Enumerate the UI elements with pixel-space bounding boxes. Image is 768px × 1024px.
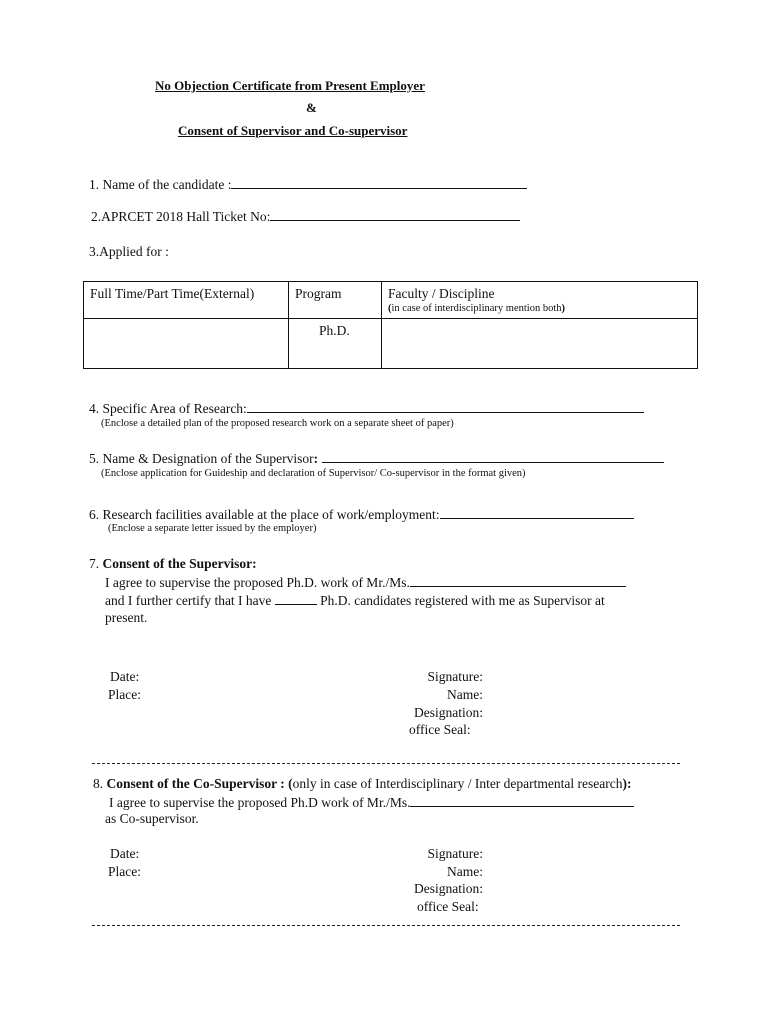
cosupervisor-consent-text1: I agree to supervise the proposed Ph.D work of Mr./Ms. [109,795,411,810]
cosupervisor-consent-heading: Consent of the Co-Supervisor : [106,776,289,791]
supervisor-note: (Enclose application for Guideship and declaration of Supervisor/ Co-supervisor in the format given) [101,468,526,479]
section7-number: 7. [89,556,103,571]
title-ampersand: & [306,100,317,115]
sign1-place-label: Place: [108,687,141,702]
supervisor-colon: : [313,451,319,466]
research-area-field[interactable] [247,400,644,413]
faculty-heading: Faculty / Discipline [388,286,495,301]
supervisor-row [89,450,664,467]
supervisor-label: 5. Name & Designation of the Supervisor [89,451,314,466]
section8-number: 8. [93,776,107,791]
candidate-name-field[interactable] [231,176,527,189]
cell-faculty-value[interactable] [382,319,698,369]
cosupervisor-consent-heading-row: 8. Consent of the Co-Supervisor : (only in case of Interdisciplinary / Inter departmental research): [93,776,632,791]
candidate-count-field[interactable] [275,592,317,605]
sign1-seal-label: office Seal: [409,722,471,737]
research-area-label: 4. Specific Area of Research: [89,401,247,416]
supervisor-field[interactable] [322,450,664,463]
sign1-signature-label: Signature: [427,669,483,684]
applied-for-label: 3.Applied for : [89,244,169,259]
cosupervisor-consent-line1 [109,794,634,811]
research-area-note: (Enclose a detailed plan of the proposed research work on a separate sheet of paper) [101,418,454,429]
supervisor-consent-text2b: Ph.D. candidates registered with me as Supervisor at [320,593,605,608]
supervisor-consent-line2 [105,592,605,609]
cosupervisor-candidate-field[interactable] [410,794,634,807]
hall-ticket-row [91,208,520,225]
sign2-designation-label: Designation: [414,881,483,896]
separator-dashed-2 [92,925,680,926]
supervisor-consent-heading-row [89,556,257,572]
faculty-note: (in case of interdisciplinary mention both) [388,303,565,314]
facilities-field[interactable] [440,506,634,519]
supervisor-consent-line1 [105,574,626,591]
sign2-date-label: Date: [110,846,140,861]
hall-ticket-label: 2.APRCET 2018 Hall Ticket No: [91,209,271,224]
hall-ticket-field[interactable] [270,208,520,221]
facilities-row [89,506,634,523]
supervisor-consent-heading: Consent of the Supervisor: [102,556,257,571]
supervisor-consent-text1: I agree to supervise the proposed Ph.D. work of Mr./Ms. [105,575,410,590]
candidate-name-row [89,176,527,193]
supervisor-candidate-field[interactable] [410,574,626,587]
cell-full-part-time-value[interactable] [84,319,289,369]
application-table [83,281,698,369]
supervisor-consent-line3: present. [105,610,148,625]
candidate-name-label: 1. Name of the candidate : [89,177,232,192]
cosupervisor-consent-note: only in case of Interdisciplinary / Inter departmental research [292,776,623,791]
cell-program-value: Ph.D. [289,319,382,369]
sign1-date-label: Date: [110,669,140,684]
sign2-seal-label: office Seal: [417,899,479,914]
separator-dashed-1 [92,763,680,764]
header-faculty [382,282,698,319]
cosupervisor-consent-line2: as Co-supervisor. [105,811,199,826]
sign2-signature-label: Signature: [427,846,483,861]
sign2-name-label: Name: [447,864,483,879]
sign2-place-label: Place: [108,864,141,879]
research-area-row [89,400,644,417]
doc-title-noc: No Objection Certificate from Present Employer [155,78,425,93]
header-program: Program [289,282,382,319]
facilities-note: (Enclose a separate letter issued by the employer) [108,523,317,534]
supervisor-consent-text2a: and I further certify that I have [105,593,272,608]
sign1-designation-label: Designation: [414,705,483,720]
sign1-name-label: Name: [447,687,483,702]
facilities-label: 6. Research facilities available at the place of work/employment: [89,507,440,522]
doc-title-consent: Consent of Supervisor and Co-supervisor [178,123,408,138]
header-full-part-time: Full Time/Part Time(External) [84,282,289,319]
